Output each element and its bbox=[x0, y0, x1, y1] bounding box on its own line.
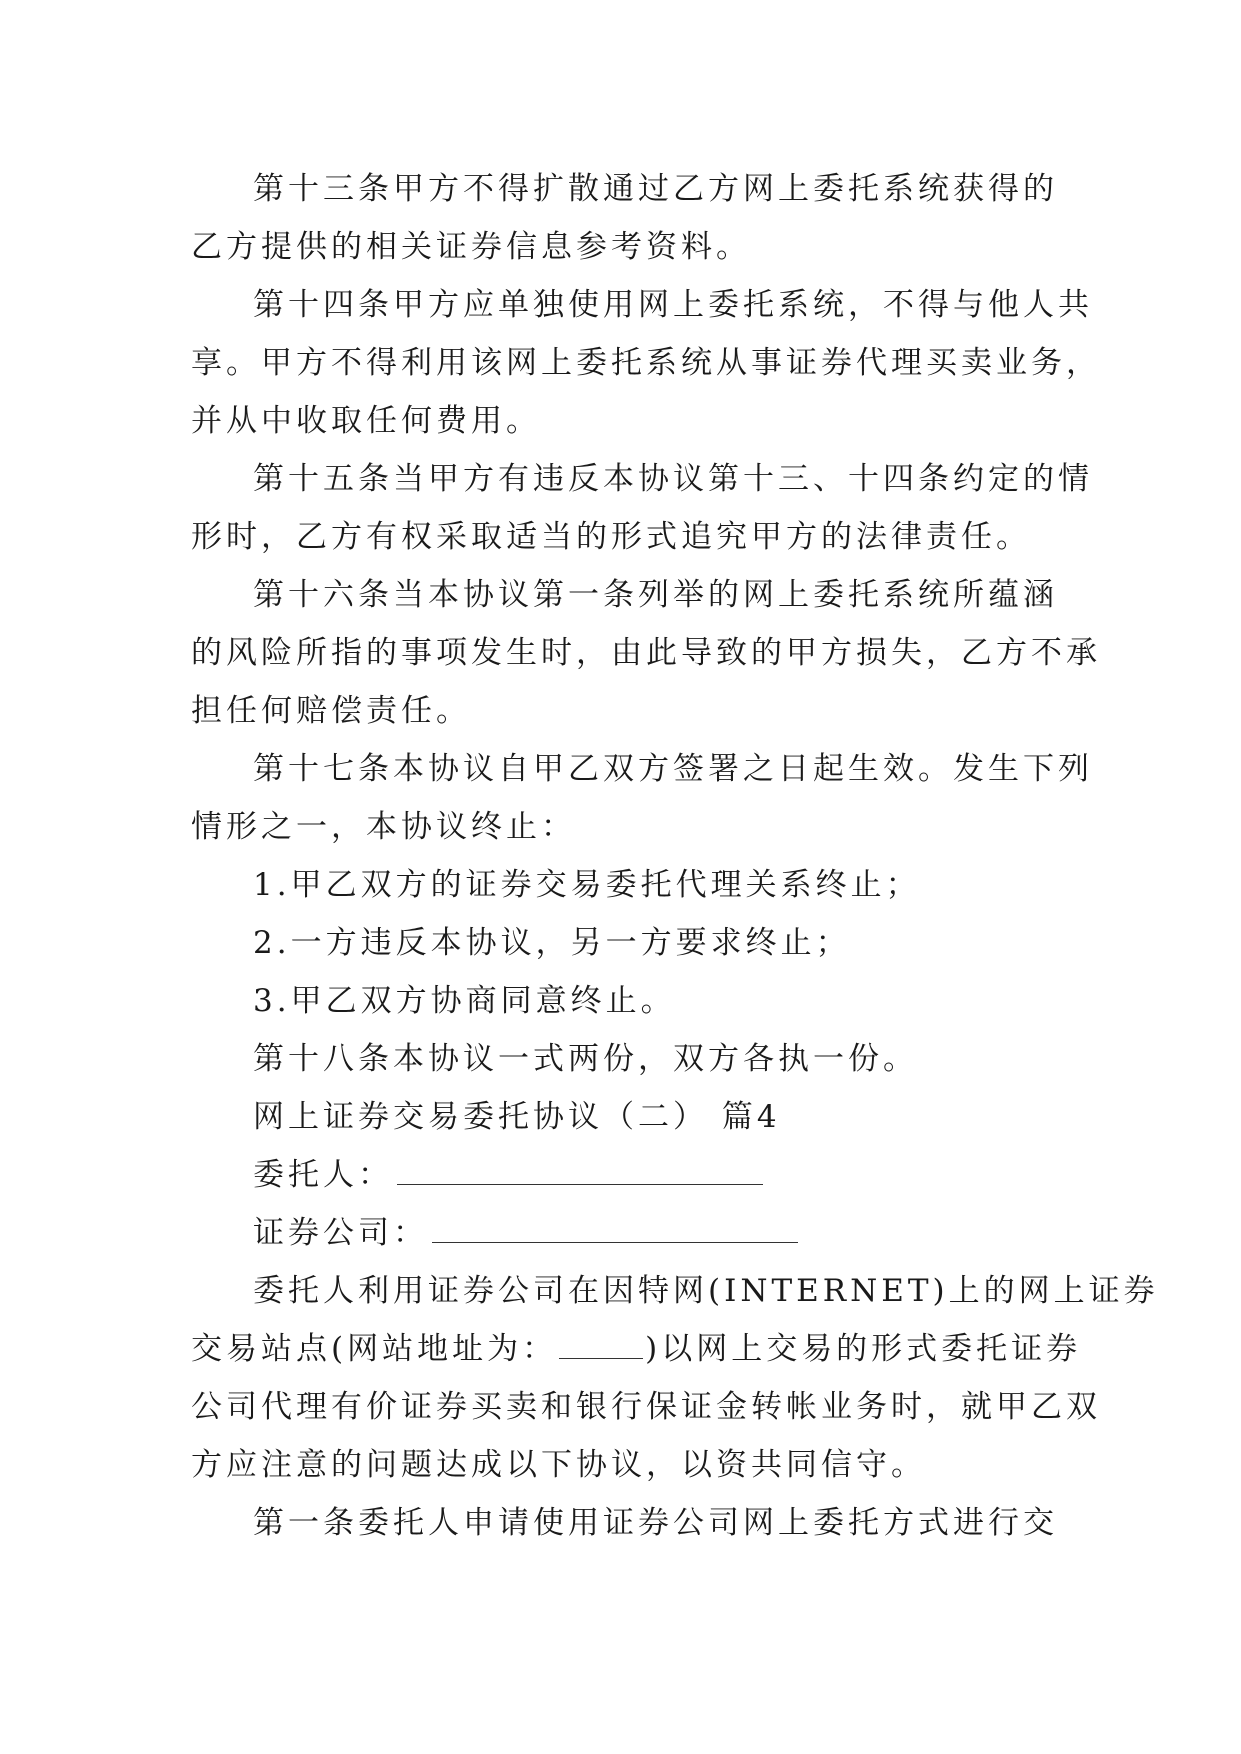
website-suffix: )以网上交易的形式委托证券 bbox=[645, 1331, 1082, 1367]
principal-blank bbox=[397, 1176, 763, 1185]
document-body bbox=[191, 160, 1159, 1552]
paragraph-line: 享。甲方不得利用该网上委托系统从事证券代理买卖业务， bbox=[191, 345, 1101, 381]
paragraph-line: 形时，乙方有权采取适当的形式追究甲方的法律责任。 bbox=[191, 519, 1031, 555]
website-line bbox=[191, 1320, 1082, 1378]
paragraph-line: 第十七条本协议自甲乙双方签署之日起生效。发生下列 bbox=[253, 751, 1093, 787]
section-heading: 网上证券交易委托协议（二） 篇4 bbox=[253, 1099, 781, 1135]
paragraph-line: 方应注意的问题达成以下协议，以资共同信守。 bbox=[191, 1447, 926, 1483]
paragraph-line: 情形之一，本协议终止： bbox=[191, 809, 576, 845]
paragraph-line: 担任何赔偿责任。 bbox=[191, 693, 471, 729]
broker-blank bbox=[432, 1234, 798, 1243]
paragraph-line: 并从中收取任何费用。 bbox=[191, 403, 541, 439]
paragraph-line: 乙方提供的相关证券信息参考资料。 bbox=[191, 229, 751, 265]
website-blank bbox=[559, 1350, 643, 1359]
paragraph-line: 第十六条当本协议第一条列举的网上委托系统所蕴涵 bbox=[253, 577, 1058, 613]
paragraph-line: 委托人利用证券公司在因特网(INTERNET)上的网上证券 bbox=[253, 1273, 1159, 1309]
paragraph-line: 第十四条甲方应单独使用网上委托系统，不得与他人共 bbox=[253, 287, 1093, 323]
principal-field bbox=[191, 1146, 1061, 1204]
paragraph-line: 的风险所指的事项发生时，由此导致的甲方损失，乙方不承 bbox=[191, 635, 1101, 671]
list-item: 3.甲乙双方协商同意终止。 bbox=[253, 983, 676, 1019]
broker-label: 证券公司： bbox=[253, 1215, 428, 1251]
website-prefix: 交易站点(网站地址为： bbox=[191, 1331, 558, 1367]
list-item: 2.一方违反本协议，另一方要求终止； bbox=[253, 925, 851, 961]
principal-label: 委托人： bbox=[253, 1157, 393, 1193]
paragraph-line: 公司代理有价证券买卖和银行保证金转帐业务时，就甲乙双 bbox=[191, 1389, 1101, 1425]
paragraph-line: 第十三条甲方不得扩散通过乙方网上委托系统获得的 bbox=[253, 171, 1058, 207]
broker-field bbox=[191, 1204, 1061, 1262]
paragraph-line: 第十五条当甲方有违反本协议第十三、十四条约定的情 bbox=[253, 461, 1093, 497]
paragraph-line: 第一条委托人申请使用证券公司网上委托方式进行交 bbox=[253, 1505, 1058, 1541]
list-item: 1.甲乙双方的证券交易委托代理关系终止； bbox=[253, 867, 921, 903]
paragraph-line: 第十八条本协议一式两份，双方各执一份。 bbox=[253, 1041, 918, 1077]
